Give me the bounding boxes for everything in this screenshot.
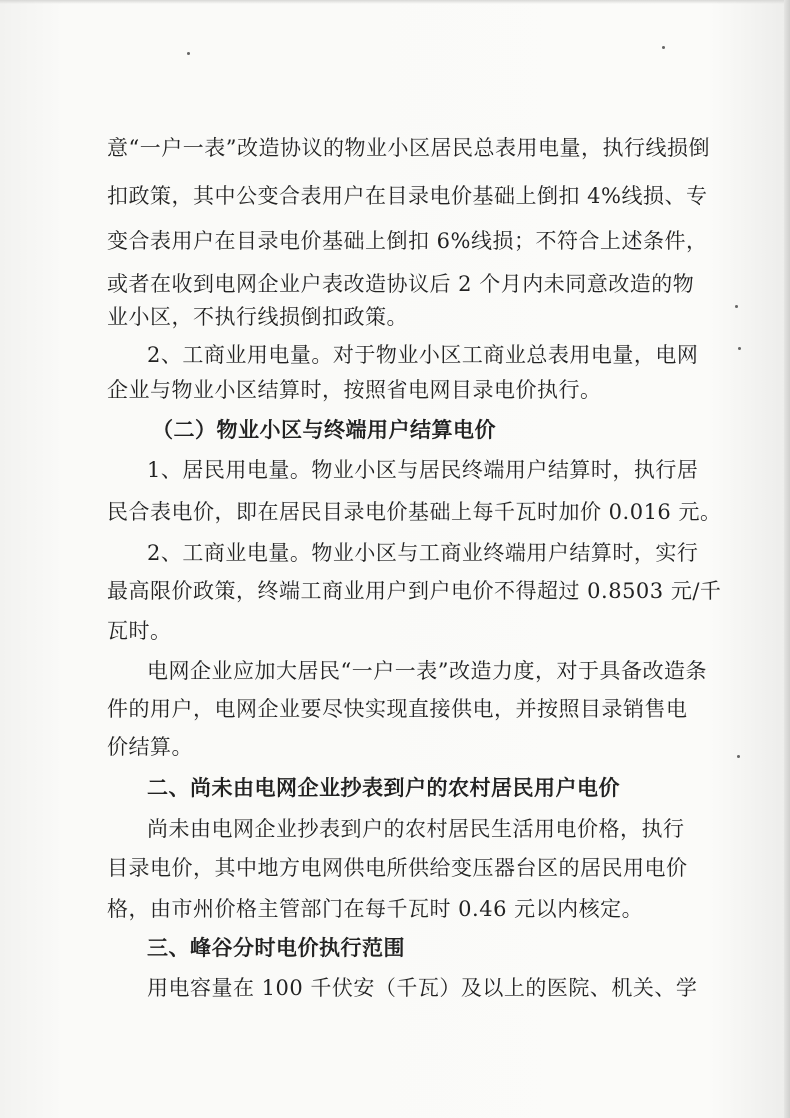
text-line: 1、居民用电量。物业小区与居民终端用户结算时，执行居: [147, 458, 699, 482]
section-heading: （二）物业小区与终端用户结算电价: [152, 418, 496, 442]
text-line: 电网企业应加大居民“一户一表”改造力度，对于具备改造条: [147, 659, 707, 683]
scan-speck: [662, 46, 665, 49]
section-heading: 三、峰谷分时电价执行范围: [147, 936, 405, 960]
page-right-edge: [784, 0, 790, 1118]
text-line: 尚未由电网企业抄表到户的农村居民生活用电价格，执行: [147, 817, 685, 841]
text-line: 业小区，不执行线损倒扣政策。: [107, 305, 408, 329]
page-top-edge: [0, 0, 790, 4]
text-line: 最高限价政策，终端工商业用户到户电价不得超过 0.8503 元/千: [107, 579, 722, 603]
text-line: 企业与物业小区结算时，按照省电网目录电价执行。: [107, 378, 602, 402]
text-line: 民合表电价，即在居民目录电价基础上每千瓦时加价 0.016 元。: [107, 500, 722, 524]
text-line: 2、工商业用电量。对于物业小区工商业总表用电量，电网: [147, 343, 699, 367]
scan-speck: [735, 305, 738, 308]
text-line: 2、工商业电量。物业小区与工商业终端用户结算时，实行: [147, 541, 699, 565]
text-line: 意“一户一表”改造协议的物业小区居民总表用电量，执行线损倒: [107, 136, 710, 160]
text-line: 扣政策，其中公变合表用户在目录电价基础上倒扣 4%线损、专: [107, 184, 708, 208]
text-line: 格，由市州价格主管部门在每千瓦时 0.46 元以内核定。: [107, 897, 644, 921]
text-line: 用电容量在 100 千伏安（千瓦）及以上的医院、机关、学: [147, 976, 698, 1000]
text-line: 瓦时。: [107, 619, 172, 643]
text-line: 价结算。: [107, 735, 193, 759]
scan-speck: [737, 755, 740, 758]
scan-speck: [187, 52, 190, 55]
text-line: 件的用户，电网企业要尽快实现直接供电，并按照目录销售电: [107, 697, 688, 721]
scan-speck: [738, 347, 741, 350]
text-line: 目录电价，其中地方电网供电所供给变压器台区的居民用电价: [107, 856, 688, 880]
text-line: 变合表用户在目录电价基础上倒扣 6%线损；不符合上述条件，: [107, 229, 708, 253]
text-line: 或者在收到电网企业户表改造协议后 2 个月内未同意改造的物: [107, 272, 695, 296]
section-heading: 二、尚未由电网企业抄表到户的农村居民用户电价: [147, 776, 620, 800]
